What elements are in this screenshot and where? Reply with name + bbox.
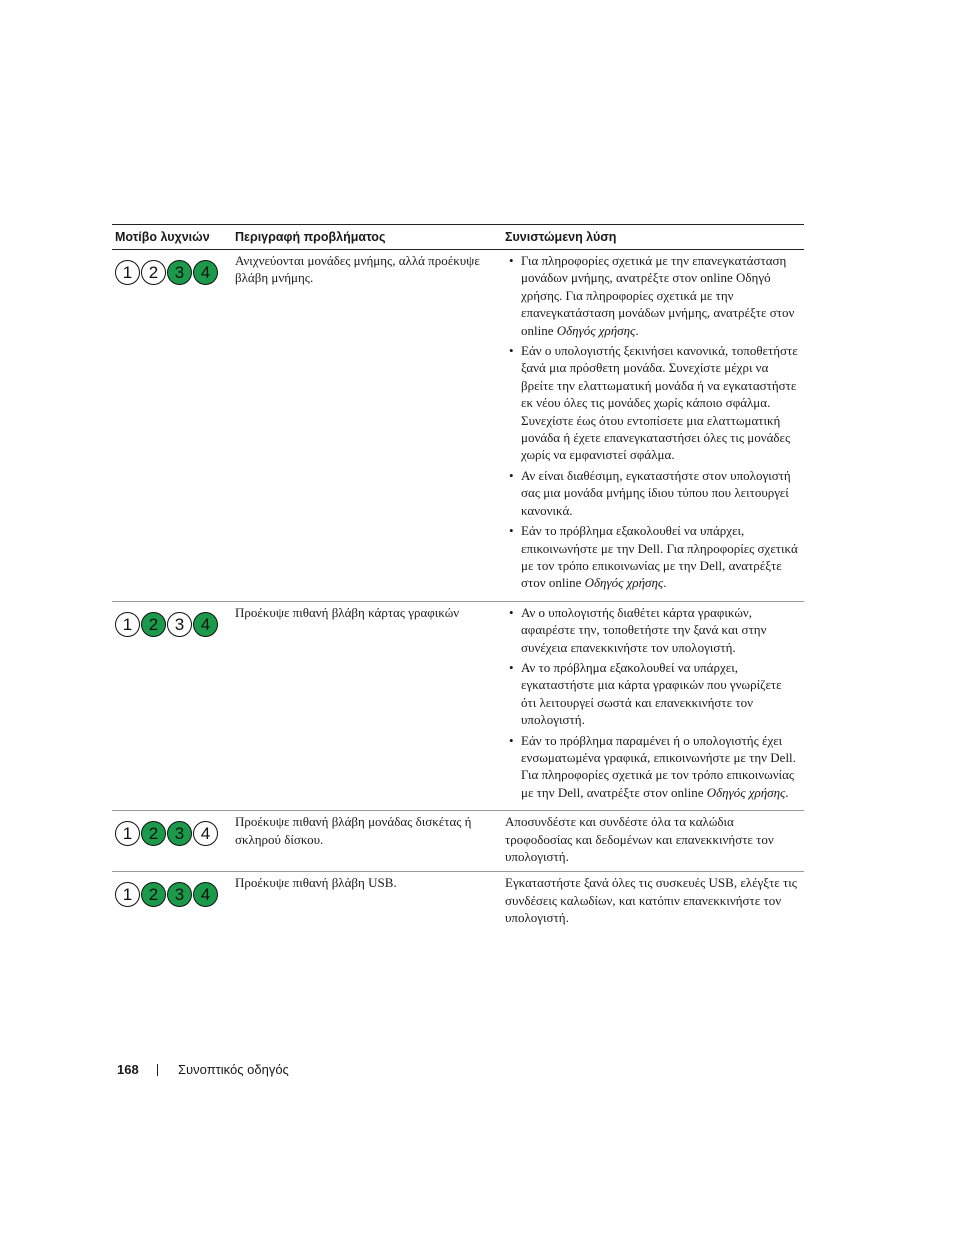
diagnostic-light-3: 3: [167, 821, 192, 846]
light-pattern: [115, 821, 235, 846]
light-pattern-cell: [112, 872, 235, 932]
header-pattern: Μοτίβο λυχνιών: [115, 230, 210, 244]
problem-description: Προέκυψε πιθανή βλάβη κάρτας γραφικών: [235, 604, 460, 620]
diagnostic-lights-table: [112, 224, 804, 933]
problem-description: Προέκυψε πιθανή βλάβη μονάδας δισκέτας ή σκληρού δίσκου.: [235, 814, 472, 847]
solution-item: • Αν ο υπολογιστής διαθέτει κάρτα γραφικών, αφαιρέστε την, τοποθετήστε την ξανά και στην συνέχεια επανεκκινήστε τον υπολογιστή.: [505, 604, 800, 656]
recommended-solution: Αποσυνδέστε και συνδέστε όλα τα καλώδια τροφοδοσίας και δεδομένων και επανεκκινήστε τον υπολογιστή.: [505, 814, 774, 864]
diagnostic-light-2: 2: [141, 882, 166, 907]
solution-list: [505, 604, 800, 801]
solution-list: [505, 252, 800, 592]
diagnostic-light-3: 3: [167, 260, 192, 285]
problem-description: Ανιχνεύονται μονάδες μνήμης, αλλά προέκυψε βλάβη μνήμης.: [235, 253, 480, 286]
table-row: [112, 250, 804, 602]
recommended-solution: [505, 602, 804, 810]
diagnostic-light-1: 1: [115, 882, 140, 907]
table-row: [112, 602, 804, 811]
diagnostic-light-4: 4: [193, 821, 218, 846]
diagnostic-light-4: 4: [193, 612, 218, 637]
section-title: Συνοπτικός οδηγός: [178, 1062, 289, 1077]
solution-item: • Αν το πρόβλημα εξακολουθεί να υπάρχει, εγκαταστήστε μια κάρτα γραφικών που γνωρίζετε ότι λειτουργεί σωστά και επανεκκινήστε τον υπολογιστή.: [505, 659, 800, 729]
header-solution: Συνιστώμενη λύση: [505, 230, 617, 244]
table-row: [112, 872, 804, 932]
light-pattern-cell: [112, 250, 235, 601]
solution-item: • Για πληροφορίες σχετικά με την επανεγκατάσταση μονάδων μνήμης, ανατρέξτε στον online Οδηγό χρήσης. Για πληροφορίες σχετικά με την επανεγκατάσταση μονάδων μνήμης, ανατρέξτε στον online Οδηγός χρήσης.: [505, 252, 800, 339]
header-problem: Περιγραφή προβλήματος: [235, 230, 386, 244]
diagnostic-light-1: 1: [115, 260, 140, 285]
light-pattern: [115, 260, 235, 285]
recommended-solution: [505, 250, 804, 601]
diagnostic-light-2: 2: [141, 260, 166, 285]
light-pattern: [115, 882, 235, 907]
recommended-solution: Εγκαταστήστε ξανά όλες τις συσκευές USB, ελέγξτε τις συνδέσεις καλωδίων, και κατόπιν επανεκκινήστε τον υπολογιστή.: [505, 875, 797, 926]
page-footer: [117, 1062, 289, 1077]
diagnostic-light-2: 2: [141, 821, 166, 846]
page-number: 168: [117, 1062, 139, 1077]
light-pattern-cell: [112, 602, 235, 810]
table-header: [112, 224, 804, 250]
diagnostic-light-3: 3: [167, 612, 192, 637]
solution-item: • Εάν ο υπολογιστής ξεκινήσει κανονικά, τοποθετήστε ξανά μια πρόσθετη μονάδα. Συνεχίστε μέχρι να βρείτε την ελαττωματική μονάδα ή να εγκαταστήστε εκ νέου όλες τις μονάδες χωρίς κάποιο σφάλμα. Συνεχίστε έως ότου εντοπίσετε μια ελαττωματική μονάδα ή έχετε επανεγκαταστήσει όλες τις μονάδες χωρίς να εμφανιστεί σφάλμα.: [505, 342, 800, 464]
diagnostic-light-4: 4: [193, 260, 218, 285]
diagnostic-light-1: 1: [115, 821, 140, 846]
light-pattern-cell: [112, 811, 235, 871]
solution-item: • Εάν το πρόβλημα παραμένει ή ο υπολογιστής έχει ενσωματωμένα γραφικά, επικοινωνήστε με την Dell. Για πληροφορίες σχετικά με τον τρόπο επικοινωνίας με την Dell, ανατρέξτε στον online Οδηγός χρήσης.: [505, 732, 800, 802]
solution-item: • Εάν το πρόβλημα εξακολουθεί να υπάρχει, επικοινωνήστε με την Dell. Για πληροφορίες σχετικά με τον τρόπο επικοινωνίας με την Dell, ανατρέξτε στον online Οδηγός χρήσης.: [505, 522, 800, 592]
light-pattern: [115, 612, 235, 637]
solution-item: • Αν είναι διαθέσιμη, εγκαταστήστε στον υπολογιστή σας μια μονάδα μνήμης ίδιου τύπου που λειτουργεί κανονικά.: [505, 467, 800, 519]
diagnostic-light-4: 4: [193, 882, 218, 907]
diagnostic-light-2: 2: [141, 612, 166, 637]
footer-divider: [157, 1064, 158, 1076]
problem-description: Προέκυψε πιθανή βλάβη USB.: [235, 875, 397, 891]
table-row: [112, 811, 804, 872]
diagnostic-light-3: 3: [167, 882, 192, 907]
diagnostic-light-1: 1: [115, 612, 140, 637]
